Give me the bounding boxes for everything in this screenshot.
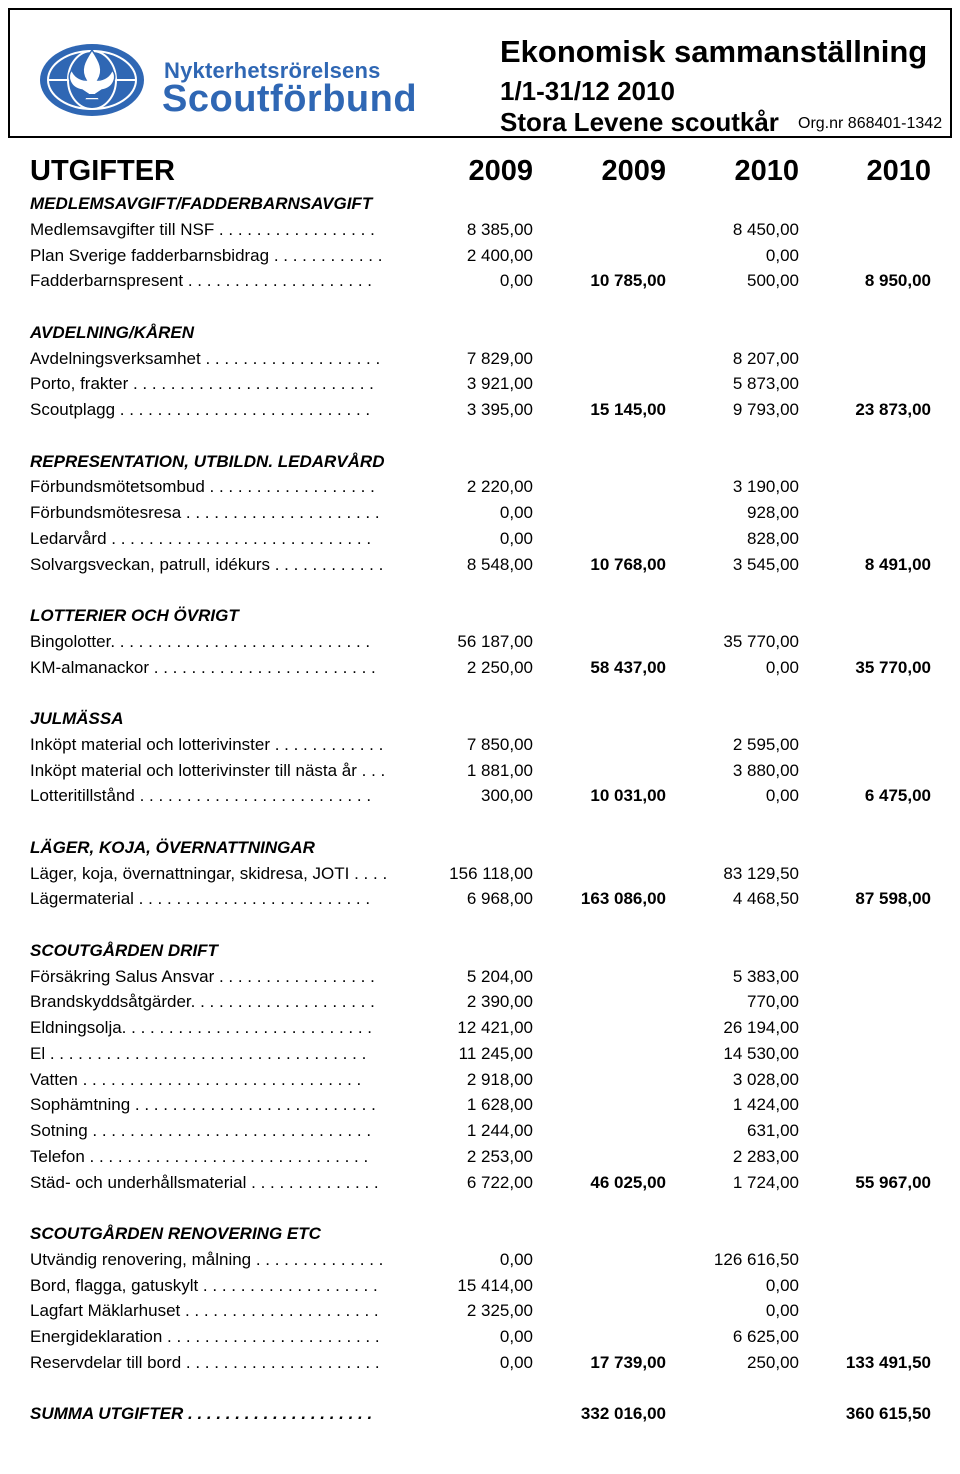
total-2010: 360 615,50 <box>845 1404 931 1424</box>
subtotal-2010: 133 491,50 <box>845 1352 931 1372</box>
row-label: Ledarvård . . . . . . . . . . . . . . . . . . . . . . . . . . . . <box>30 528 372 548</box>
section-heading: LÄGER, KOJA, ÖVERNATTNINGAR <box>30 837 315 857</box>
amount-2010: 83 129,50 <box>723 863 799 883</box>
table-row <box>0 271 960 297</box>
table-row <box>0 529 960 555</box>
subtotal-2010: 55 967,00 <box>855 1172 931 1192</box>
amount-2009: 15 414,00 <box>457 1275 533 1295</box>
subtotal-2009: 17 739,00 <box>590 1352 666 1372</box>
table-row <box>0 1147 960 1173</box>
table-row <box>0 1250 960 1276</box>
total-label: SUMMA UTGIFTER . . . . . . . . . . . . . . . . . . . . <box>30 1404 373 1424</box>
table-row <box>0 786 960 812</box>
amount-2009: 2 250,00 <box>466 657 533 677</box>
unit-name: Stora Levene scoutkår <box>500 107 779 137</box>
table-title: UTGIFTER <box>30 155 175 187</box>
subtotal-2010: 87 598,00 <box>855 889 931 909</box>
amount-2010: 928,00 <box>747 503 799 522</box>
scoutforbund-logo <box>36 40 418 120</box>
year-header-2: 2009 <box>601 155 666 187</box>
section-heading: AVDELNING/KÅREN <box>30 322 195 342</box>
row-label: Plan Sverige fadderbarnsbidrag . . . . . . . . . . . . <box>30 245 383 265</box>
amount-2009: 8 385,00 <box>466 219 533 239</box>
year-header-4: 2010 <box>866 155 931 187</box>
amount-2010: 0,00 <box>765 1301 799 1321</box>
report-period: 1/1-31/12 2010 <box>500 76 675 106</box>
table-row <box>0 1070 960 1096</box>
amount-2010: 1 424,00 <box>732 1095 799 1115</box>
amount-2009: 1 244,00 <box>466 1121 533 1140</box>
amount-2010: 9 793,00 <box>732 400 799 419</box>
amount-2009: 0,00 <box>499 528 533 548</box>
amount-2010: 8 450,00 <box>732 219 799 239</box>
row-label: Reservdelar till bord . . . . . . . . . . . . . . . . . . . . . <box>30 1352 380 1372</box>
amount-2010: 35 770,00 <box>723 631 799 651</box>
amount-2009: 1 628,00 <box>466 1095 533 1115</box>
section-heading: LOTTERIER OCH ÖVRIGT <box>30 606 239 625</box>
amount-2010: 0,00 <box>765 657 799 677</box>
row-label: Sotning . . . . . . . . . . . . . . . . . . . . . . . . . . . . . . <box>30 1121 372 1140</box>
amount-2009: 2 390,00 <box>466 992 533 1012</box>
row-label: Lagfart Mäklarhuset . . . . . . . . . . . . . . . . . . . . . <box>30 1301 379 1321</box>
amount-2009: 3 395,00 <box>466 400 533 419</box>
amount-2009: 12 421,00 <box>457 1018 533 1037</box>
amount-2010: 14 530,00 <box>723 1043 799 1063</box>
table-row <box>0 1095 960 1121</box>
amount-2009: 0,00 <box>499 1249 533 1269</box>
table-row <box>0 1121 960 1147</box>
table-row <box>0 246 960 272</box>
amount-2010: 500,00 <box>747 271 799 291</box>
row-label: Scoutplagg . . . . . . . . . . . . . . . . . . . . . . . . . . . <box>30 400 371 419</box>
year-header-3: 2010 <box>734 155 799 187</box>
amount-2010: 26 194,00 <box>723 1018 799 1037</box>
table-row <box>0 632 960 658</box>
table-row <box>0 1327 960 1353</box>
amount-2010: 0,00 <box>765 786 799 806</box>
row-label: Eldningsolja. . . . . . . . . . . . . . . . . . . . . . . . . . . <box>30 1018 373 1037</box>
row-label: El . . . . . . . . . . . . . . . . . . . . . . . . . . . . . . . . . . <box>30 1043 367 1063</box>
table-row <box>0 1276 960 1302</box>
table-row <box>0 1018 960 1044</box>
subtotal-2010: 23 873,00 <box>855 400 931 419</box>
row-label: Brandskyddsåtgärder. . . . . . . . . . . . . . . . . . . . <box>30 992 375 1012</box>
total-2009: 332 016,00 <box>580 1404 666 1424</box>
section-heading: REPRESENTATION, UTBILDN. LEDARVÅRD <box>30 451 385 471</box>
table-row <box>0 1353 960 1379</box>
section-heading: SCOUTGÅRDEN DRIFT <box>30 940 218 960</box>
amount-2009: 2 253,00 <box>466 1146 533 1166</box>
year-header-1: 2009 <box>468 155 533 187</box>
table-row <box>0 735 960 761</box>
subtotal-2009: 58 437,00 <box>590 657 666 677</box>
subtotal-2010: 6 475,00 <box>864 786 931 806</box>
subtotal-2009: 15 145,00 <box>590 400 666 419</box>
amount-2009: 7 829,00 <box>466 348 533 368</box>
row-label: Utvändig renovering, målning . . . . . . . . . . . . . . <box>30 1249 384 1269</box>
amount-2009: 2 400,00 <box>466 245 533 265</box>
row-label: Fadderbarnspresent . . . . . . . . . . . . . . . . . . . . <box>30 271 373 291</box>
row-label: Läger, koja, övernattningar, skidresa, JOTI . . . . <box>30 863 388 883</box>
amount-2009: 7 850,00 <box>466 734 533 754</box>
row-label: Förbundsmötesresa . . . . . . . . . . . . . . . . . . . . . <box>30 503 380 522</box>
amount-2010: 770,00 <box>747 992 799 1012</box>
table-row <box>0 1044 960 1070</box>
amount-2009: 0,00 <box>499 1327 533 1346</box>
amount-2010: 631,00 <box>747 1121 799 1140</box>
amount-2010: 5 873,00 <box>732 374 799 394</box>
row-label: Vatten . . . . . . . . . . . . . . . . . . . . . . . . . . . . . . <box>30 1069 362 1089</box>
amount-2009: 0,00 <box>499 503 533 522</box>
amount-2010: 8 207,00 <box>732 348 799 368</box>
table-row <box>0 349 960 375</box>
org-name-line1: Nykterhetsrörelsens <box>164 58 381 83</box>
row-label: Sophämtning . . . . . . . . . . . . . . . . . . . . . . . . . . <box>30 1095 376 1115</box>
amount-2010: 4 468,50 <box>732 889 799 909</box>
row-label: Bord, flagga, gatuskylt . . . . . . . . . . . . . . . . . . . <box>30 1275 378 1295</box>
row-label: Medlemsavgifter till NSF . . . . . . . . . . . . . . . . . <box>30 219 375 239</box>
amount-2010: 3 028,00 <box>732 1069 799 1089</box>
subtotal-2010: 8 491,00 <box>864 554 931 574</box>
amount-2010: 828,00 <box>747 528 799 548</box>
row-label: Porto, frakter . . . . . . . . . . . . . . . . . . . . . . . . . . <box>30 374 374 394</box>
amount-2009: 1 881,00 <box>466 760 533 780</box>
amount-2009: 156 118,00 <box>449 863 533 883</box>
row-label: KM-almanackor . . . . . . . . . . . . . . . . . . . . . . . . <box>30 657 376 677</box>
amount-2009: 6 968,00 <box>466 889 533 909</box>
amount-2010: 126 616,50 <box>713 1249 799 1269</box>
section-heading: MEDLEMSAVGIFT/FADDERBARNSAVGIFT <box>30 194 373 213</box>
row-label: Avdelningsverksamhet . . . . . . . . . . . . . . . . . . . <box>30 348 381 368</box>
table-row <box>0 503 960 529</box>
row-label: Förbundsmötetsombud . . . . . . . . . . . . . . . . . . <box>30 477 375 497</box>
amount-2009: 0,00 <box>499 271 533 291</box>
row-label: Städ- och underhållsmaterial . . . . . . . . . . . . . . <box>30 1172 379 1192</box>
table-row <box>0 761 960 787</box>
table-row <box>0 992 960 1018</box>
amount-2009: 2 918,00 <box>466 1069 533 1089</box>
amount-2009: 5 204,00 <box>466 966 533 986</box>
subtotal-2009: 10 031,00 <box>590 786 666 806</box>
amount-2010: 2 283,00 <box>732 1146 799 1166</box>
table-row <box>0 477 960 503</box>
row-label: Solvargsveckan, patrull, idékurs . . . . . . . . . . . . <box>30 554 384 574</box>
amount-2009: 0,00 <box>499 1352 533 1372</box>
fleur-de-lis-globe-icon <box>36 40 152 120</box>
row-label: Lotteritillstånd . . . . . . . . . . . . . . . . . . . . . . . . . <box>30 786 372 806</box>
total-row <box>0 1404 960 1430</box>
amount-2010: 6 625,00 <box>732 1327 799 1346</box>
amount-2010: 5 383,00 <box>732 966 799 986</box>
row-label: Inköpt material och lotterivinster till nästa år . . . <box>30 760 386 780</box>
table-row <box>0 658 960 684</box>
row-label: Lägermaterial . . . . . . . . . . . . . . . . . . . . . . . . . <box>30 889 371 909</box>
row-label: Inköpt material och lotterivinster . . . . . . . . . . . . <box>30 734 384 754</box>
amount-2009: 2 325,00 <box>466 1301 533 1321</box>
amount-2010: 3 190,00 <box>732 477 799 497</box>
table-row <box>0 967 960 993</box>
org-number: Org.nr 868401-1342 <box>798 115 943 132</box>
subtotal-2009: 10 785,00 <box>590 271 666 291</box>
row-label: Bingolotter. . . . . . . . . . . . . . . . . . . . . . . . . . . . <box>30 631 371 651</box>
amount-2009: 3 921,00 <box>466 374 533 394</box>
subtotal-2009: 10 768,00 <box>590 554 666 574</box>
table-row <box>0 400 960 426</box>
amount-2010: 0,00 <box>765 245 799 265</box>
row-label: Energideklaration . . . . . . . . . . . . . . . . . . . . . . . <box>30 1327 380 1346</box>
report-title: Ekonomisk sammanställning <box>500 34 928 69</box>
table-row <box>0 1173 960 1199</box>
amount-2010: 250,00 <box>747 1352 799 1372</box>
row-label: Telefon . . . . . . . . . . . . . . . . . . . . . . . . . . . . . . <box>30 1146 369 1166</box>
table-row <box>0 889 960 915</box>
amount-2009: 2 220,00 <box>466 477 533 497</box>
table-row <box>0 555 960 581</box>
subtotal-2010: 35 770,00 <box>855 657 931 677</box>
section-heading: SCOUTGÅRDEN RENOVERING ETC <box>30 1224 321 1243</box>
amount-2009: 56 187,00 <box>457 631 533 651</box>
header-frame <box>8 8 952 138</box>
table-row <box>0 864 960 890</box>
amount-2009: 300,00 <box>481 786 533 806</box>
amount-2010: 3 545,00 <box>732 554 799 574</box>
row-label: Försäkring Salus Ansvar . . . . . . . . . . . . . . . . . <box>30 966 375 986</box>
org-name-line2: Scoutförbund <box>162 78 418 120</box>
amount-2010: 1 724,00 <box>732 1172 799 1192</box>
subtotal-2010: 8 950,00 <box>864 271 931 291</box>
section-heading: JULMÄSSA <box>30 709 124 728</box>
subtotal-2009: 163 086,00 <box>580 889 666 909</box>
table-row <box>0 374 960 400</box>
amount-2009: 11 245,00 <box>458 1043 533 1063</box>
table-row <box>0 1301 960 1327</box>
amount-2010: 2 595,00 <box>732 734 799 754</box>
amount-2010: 0,00 <box>765 1275 799 1295</box>
amount-2010: 3 880,00 <box>732 760 799 780</box>
amount-2009: 6 722,00 <box>466 1172 533 1192</box>
amount-2009: 8 548,00 <box>466 554 533 574</box>
subtotal-2009: 46 025,00 <box>590 1172 666 1192</box>
table-row <box>0 220 960 246</box>
